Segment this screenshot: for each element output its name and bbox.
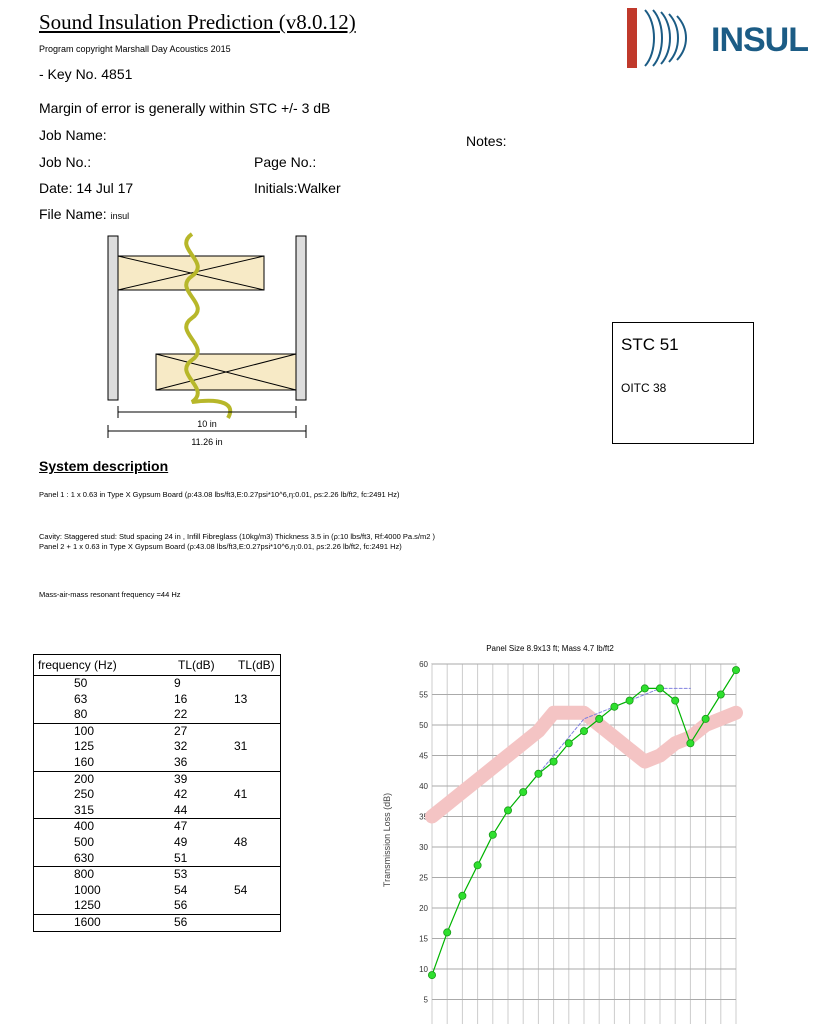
y-tick-label: 50 (419, 721, 428, 730)
tl-octave-cell (234, 771, 281, 787)
table-row (34, 883, 281, 899)
tl-cell: 36 (174, 754, 188, 769)
table-row (34, 676, 281, 692)
table-row (34, 914, 281, 931)
outer-dimension: 11.26 in (191, 437, 223, 447)
tl-cell: 53 (174, 867, 234, 883)
table-row (34, 867, 281, 883)
y-tick-label: 55 (419, 690, 428, 700)
tl-cell: 39 (174, 771, 234, 787)
frequency-cell: 315 (74, 802, 95, 817)
frequency-cell: 250 (74, 787, 95, 802)
tl-data-point (626, 697, 633, 704)
job-name-label: Job Name: (39, 127, 107, 143)
tl-cell: 51 (174, 850, 188, 865)
y-tick-label: 20 (419, 904, 428, 913)
tl-cell: 54 (174, 882, 188, 897)
notes-label: Notes: (466, 133, 507, 149)
copyright-text: Program copyright Marshall Day Acoustics 2015 (39, 44, 231, 54)
tl-octave-cell (234, 898, 281, 914)
mass-air-mass-text: Mass-air-mass resonant frequency =44 Hz (39, 590, 181, 599)
tl-data-point (459, 892, 466, 899)
table-row (34, 723, 281, 739)
wall-section-drawing (102, 226, 322, 458)
y-tick-label: 40 (419, 782, 428, 791)
cavity-text: Cavity: Staggered stud: Stud spacing 24 in , Infill Fibreglass (10kg/m3) Thickness 3.5 in (ρ:10 lbs/ft3, Rf:4000 Pa.s/m2 ) (39, 532, 435, 541)
tl-data-point (641, 685, 648, 692)
table-row (34, 707, 281, 723)
tl-table-body (34, 676, 281, 932)
tl-cell: 22 (174, 707, 188, 722)
report-title: Sound Insulation Prediction (v8.0.12) (39, 10, 356, 34)
tl-cell: 9 (174, 676, 234, 692)
tl-octave-cell (234, 707, 281, 723)
insul-logo-text: INSUL (711, 21, 808, 59)
frequency-cell: 80 (74, 707, 88, 722)
tl-data-point (596, 715, 603, 722)
tl-octave-cell: 48 (234, 834, 248, 849)
frequency-cell: 1000 (74, 882, 101, 897)
page-no-label: Page No.: (254, 154, 317, 170)
tl-cell: 47 (174, 819, 234, 835)
tl-data-point (428, 972, 435, 979)
tl-data-point (535, 770, 542, 777)
frequency-cell: 630 (74, 850, 95, 865)
frequency-cell: 63 (74, 691, 88, 706)
insul-logo-icon (627, 8, 707, 68)
tl-data-point (611, 703, 618, 710)
tl-data-point (550, 758, 557, 765)
tl-cell: 27 (174, 723, 234, 739)
table-row (34, 739, 281, 755)
y-tick-label: 5 (423, 995, 428, 1005)
tl-cell: 56 (174, 898, 188, 913)
frequency-cell: 125 (74, 739, 95, 754)
frequency-cell: 100 (34, 723, 175, 739)
tl-octave-cell: 41 (234, 787, 248, 802)
table-row (34, 819, 281, 835)
tl-octave-cell (234, 803, 281, 819)
chart-ylabel: Transmission Loss (dB) (382, 792, 392, 888)
tl-octave-cell (234, 723, 281, 739)
tl-octave-cell: 31 (234, 739, 248, 754)
header-frequency: frequency (Hz) (34, 655, 175, 676)
table-row (34, 835, 281, 851)
tl-cell: 56 (174, 914, 234, 931)
frequency-cell: 1250 (74, 898, 101, 913)
tl-data-point (717, 691, 724, 698)
tl-octave-cell (234, 851, 281, 867)
tl-data-point (732, 667, 739, 674)
frequency-cell: 500 (74, 834, 95, 849)
table-row (34, 898, 281, 914)
header-tl: TL(dB) (174, 655, 234, 676)
tl-octave-cell (234, 867, 281, 883)
initials-text: Initials:Walker (254, 180, 341, 196)
tl-octave-cell: 13 (234, 691, 248, 706)
tl-data-point (489, 831, 496, 838)
y-tick-label: 35 (419, 812, 428, 822)
tl-cell: 42 (174, 787, 188, 802)
tl-octave-cell (234, 676, 281, 692)
table-row (34, 692, 281, 708)
tl-data-point (565, 740, 572, 747)
table-row (34, 771, 281, 787)
stc-rating: STC 51 (621, 335, 679, 354)
tl-cell: 16 (174, 691, 188, 706)
tl-cell: 44 (174, 802, 188, 817)
panel2-text: Panel 2 + 1 x 0.63 in Type X Gypsum Board (ρ:43.08 lbs/ft3,E:0.27psi*10^6,η:0.01, ρs:2.26 lb/ft2, fc:2491 Hz) (39, 542, 402, 551)
y-tick-label: 15 (419, 934, 428, 944)
y-tick-label: 30 (419, 843, 428, 852)
job-no-label: Job No.: (39, 154, 92, 170)
file-name-label: File Name: insul (39, 206, 130, 222)
rating-box (612, 322, 754, 444)
panel1-text: Panel 1 : 1 x 0.63 in Type X Gypsum Board (ρ:43.08 lbs/ft3,E:0.27psi*10^6,η:0.01, ρs:2.26 lb/ft2, fc:2491 Hz) (39, 490, 400, 499)
tl-data-point (444, 929, 451, 936)
frequency-cell: 160 (74, 754, 95, 769)
frequency-cell: 800 (34, 867, 175, 883)
tl-octave-cell (234, 914, 281, 931)
tl-chart (360, 640, 750, 1024)
tl-octave-cell: 54 (234, 882, 248, 897)
tl-data-point (504, 807, 511, 814)
tl-octave-cell (234, 819, 281, 835)
table-row (34, 755, 281, 771)
date-text: Date: 14 Jul 17 (39, 180, 134, 196)
frequency-cell: 400 (34, 819, 175, 835)
tl-data-point (474, 862, 481, 869)
tl-data-point (702, 715, 709, 722)
tl-cell: 49 (174, 834, 188, 849)
frequency-cell: 200 (34, 771, 175, 787)
tl-data-point (656, 685, 663, 692)
file-name-value: insul (110, 211, 130, 221)
inner-dimension: 10 in (197, 419, 217, 429)
tl-cell: 32 (174, 739, 188, 754)
table-row (34, 787, 281, 803)
table-row (34, 851, 281, 867)
y-tick-label: 60 (419, 660, 428, 669)
y-tick-label: 25 (419, 873, 428, 883)
tl-data-point (672, 697, 679, 704)
tl-octave-cell (234, 755, 281, 771)
table-row (34, 803, 281, 819)
oitc-rating: OITC 38 (621, 381, 667, 395)
tl-data-point (580, 728, 587, 735)
chart-title: Panel Size 8.9x13 ft; Mass 4.7 lb/ft2 (486, 644, 614, 653)
y-tick-label: 10 (419, 965, 428, 974)
key-number: - Key No. 4851 (39, 66, 133, 82)
tl-data-point (687, 740, 694, 747)
tl-data-point (520, 789, 527, 796)
y-tick-label: 45 (419, 751, 428, 761)
system-heading: System description (39, 458, 169, 474)
frequency-cell: 50 (34, 676, 175, 692)
margin-text: Margin of error is generally within STC +/- 3 dB (39, 100, 331, 116)
frequency-cell: 1600 (34, 914, 175, 931)
header-tl-octave: TL(dB) (234, 655, 281, 676)
tl-table (33, 654, 281, 932)
